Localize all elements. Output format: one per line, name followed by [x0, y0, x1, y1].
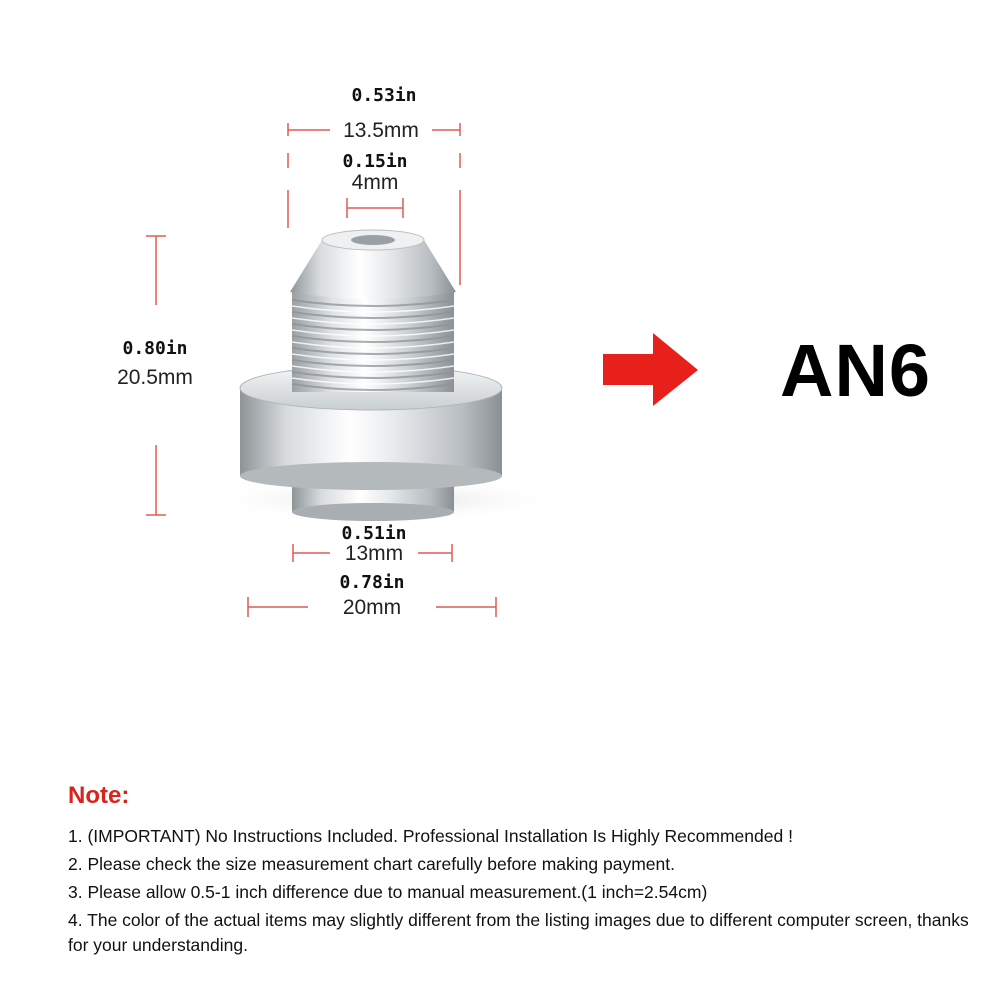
dim-line-bore	[347, 198, 403, 218]
dim-height-in: 0.80in	[122, 338, 188, 359]
dim-bore-mm: 4mm	[351, 171, 399, 194]
dim-bore-in: 0.15in	[342, 151, 408, 172]
arrow-right-icon	[603, 333, 698, 406]
product-size-label: AN6	[780, 329, 932, 412]
dim-flange-in: 0.78in	[339, 572, 405, 593]
dim-neck-in: 0.51in	[341, 523, 407, 544]
dim-flange-mm: 20mm	[342, 596, 402, 619]
dim-outer-top-mm: 13.5mm	[343, 119, 419, 142]
note-line-2: 2. Please check the size measurement chart carefully before making payment.	[68, 854, 675, 874]
note-line-3: 3. Please allow 0.5-1 inch difference due to manual measurement.(1 inch=2.54cm)	[68, 882, 708, 902]
note-line-4: 4. The color of the actual items may slightly different from the listing images due to different computer screen, thanks for your understanding.	[68, 910, 969, 955]
fitting-bore	[351, 235, 395, 245]
dim-outer-top-in: 0.53in	[351, 85, 417, 106]
dim-neck-mm: 13mm	[344, 542, 404, 565]
fitting-threads	[292, 290, 454, 392]
note-line-1: 1. (IMPORTANT) No Instructions Included. Professional Installation Is Highly Recommended !	[68, 826, 793, 846]
note-section	[68, 782, 978, 961]
dim-height-mm: 20.5mm	[117, 366, 193, 389]
note-title: Note:	[68, 782, 130, 809]
fitting-cone	[290, 230, 456, 299]
